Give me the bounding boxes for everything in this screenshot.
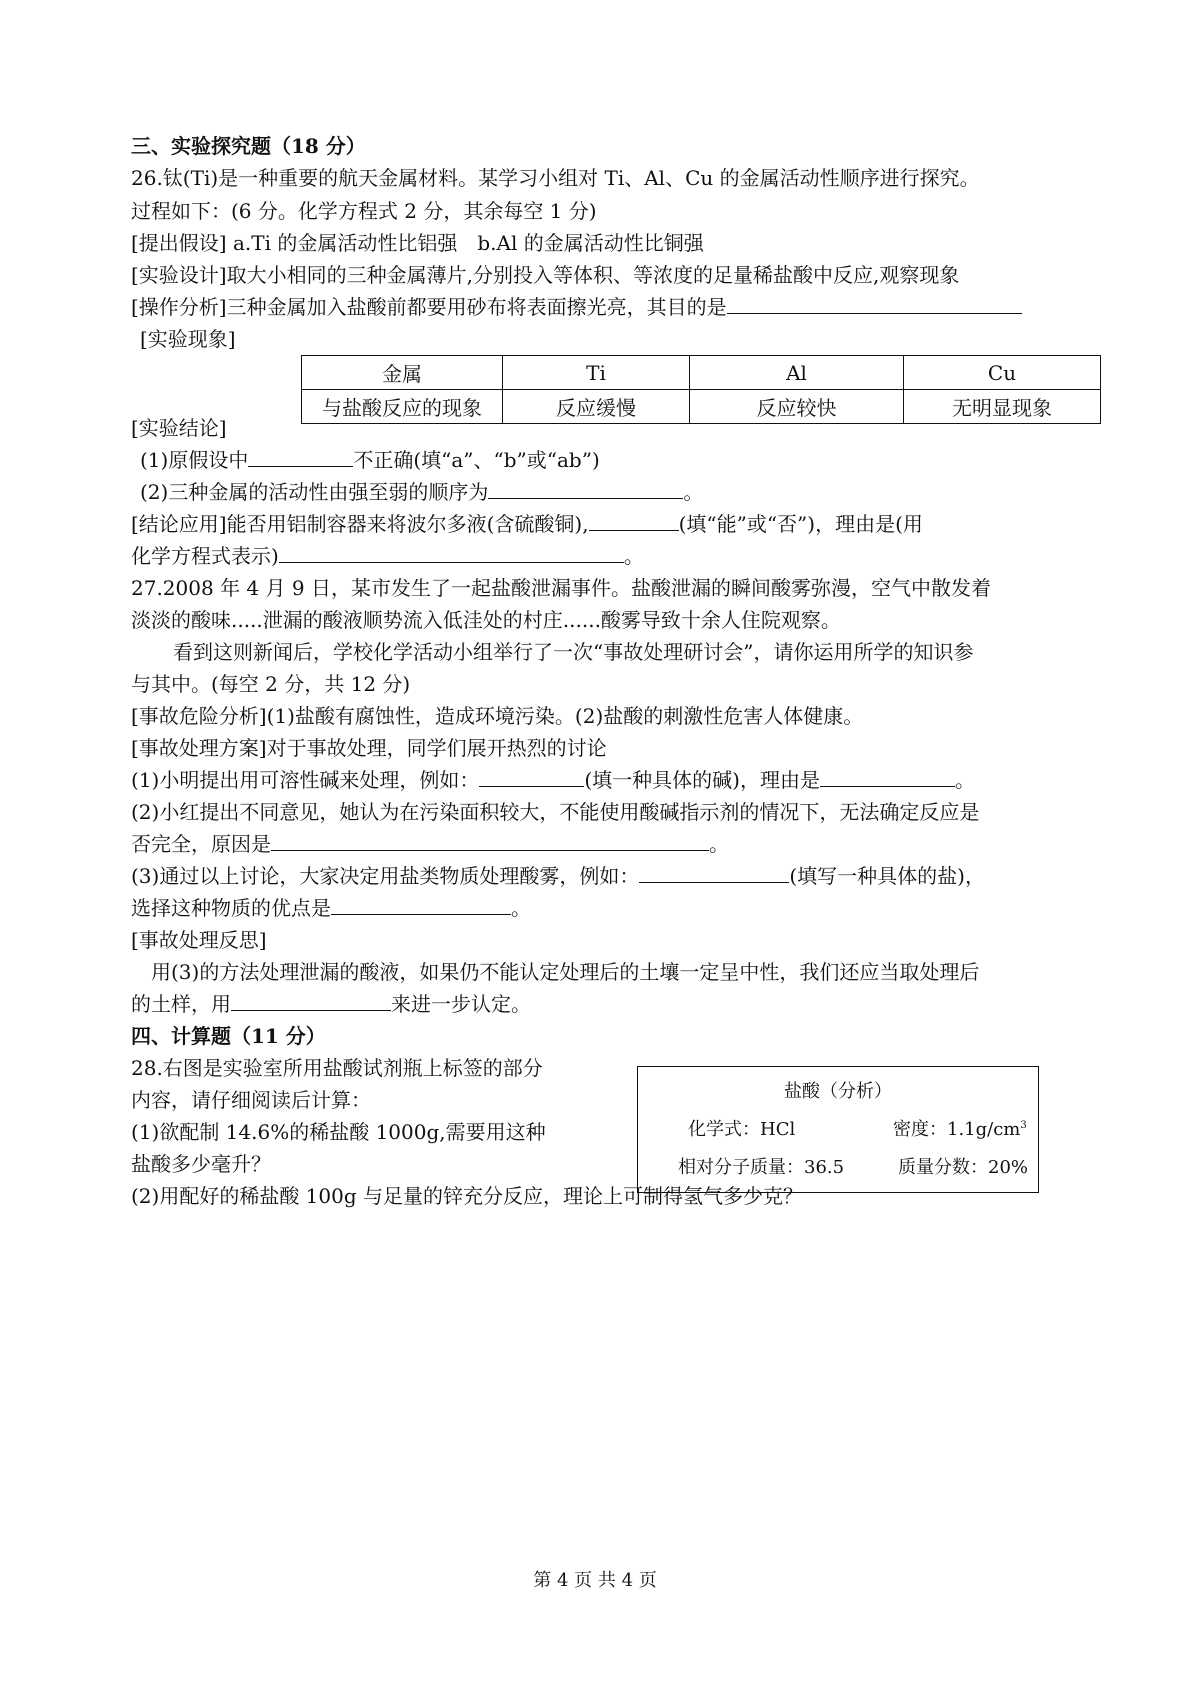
answer-blank[interactable] — [479, 766, 584, 787]
label-formula: 化学式：HCl — [688, 1119, 796, 1140]
q26-analysis — [131, 292, 1022, 322]
c2-text: (2)三种金属的活动性由强至弱的顺序为 — [140, 480, 489, 504]
q28-line5: (2)用配好的稀盐酸 100g 与足量的锌充分反应，理论上可制得氢气多少克？ — [131, 1184, 804, 1208]
section4-title: 四、计算题（11 分） — [131, 1024, 326, 1048]
table-cell: 反应较快 — [690, 390, 904, 424]
q26-line1: 26.钛(Ti)是一种重要的航天金属材料。某学习小组对 Ti、Al、Cu 的金属活动性顺序进行探究。 — [131, 166, 980, 190]
q28-line3: (1)欲配制 14.6%的稀盐酸 1000g,需要用这种 — [131, 1120, 546, 1144]
q26-application — [131, 509, 923, 539]
p2-text-end: 。 — [709, 832, 729, 856]
answer-blank[interactable] — [331, 894, 511, 915]
c1-text: (1)原假设中 — [140, 448, 249, 472]
answer-blank[interactable] — [279, 542, 624, 563]
label-density — [893, 1115, 1027, 1141]
q27-reflect: [事故处理反思] — [131, 928, 267, 952]
p3b-text-end: 。 — [511, 896, 531, 920]
answer-blank[interactable] — [248, 446, 353, 467]
c1-text-end: 不正确(填“a”、“b”或“ab”) — [353, 448, 600, 472]
q28-line1: 28.右图是实验室所用盐酸试剂瓶上标签的部分 — [131, 1056, 543, 1080]
app-text: [结论应用]能否用铝制容器来将波尔多液(含硫酸铜), — [131, 512, 589, 536]
r-text-end: 来进一步认定。 — [391, 992, 531, 1016]
q27-plan: [事故处理方案]对于事故处理，同学们展开热烈的讨论 — [131, 736, 607, 760]
answer-blank[interactable] — [271, 830, 709, 851]
density-sup: 3 — [1020, 1120, 1027, 1131]
table-cell: 金属 — [302, 356, 503, 390]
q26-conclusion-label: [实验结论] — [131, 416, 227, 440]
q27-p1 — [131, 765, 975, 795]
p2-text: 否完全，原因是 — [131, 832, 271, 856]
table-cell: 反应缓慢 — [503, 390, 690, 424]
answer-blank[interactable] — [231, 990, 391, 1011]
answer-blank[interactable] — [589, 510, 679, 531]
table-cell: Al — [690, 356, 904, 390]
q27-p2-line2 — [131, 829, 729, 859]
q27-reflect-line2 — [131, 989, 531, 1019]
label-mw: 相对分子质量：36.5 — [678, 1157, 845, 1178]
app2-text-end: 。 — [623, 544, 644, 568]
q27-p3 — [131, 861, 985, 891]
q27-line3: 看到这则新闻后，学校化学活动小组举行了一次“事故处理研讨会”，请你运用所学的知识参 — [173, 640, 974, 664]
answer-blank[interactable] — [820, 766, 955, 787]
q27-reflect-line1: 用(3)的方法处理泄漏的酸液，如果仍不能认定处理后的土壤一定呈中性，我们还应当取处理后 — [151, 960, 980, 984]
q26-c1 — [140, 445, 600, 475]
observation-table — [301, 355, 1101, 424]
answer-blank[interactable] — [488, 478, 683, 499]
reagent-label — [637, 1066, 1039, 1193]
answer-blank[interactable] — [727, 293, 1022, 314]
table-cell: Cu — [904, 356, 1101, 390]
p1-text: (1)小明提出用可溶性碱来处理，例如： — [131, 768, 480, 792]
q26-phenomenon-label: [实验现象] — [140, 327, 236, 351]
answer-blank[interactable] — [639, 862, 789, 883]
table-row — [302, 356, 1101, 390]
q26-application-2 — [131, 541, 644, 571]
p3-text-end: (填写一种具体的盐)， — [789, 864, 985, 888]
section3-title: 三、实验探究题（18 分） — [131, 134, 366, 158]
c2-text-end: 。 — [683, 480, 704, 504]
app2-text: 化学方程式表示) — [131, 544, 279, 568]
q26-hypothesis: [提出假设] a.Ti 的金属活动性比铝强 b.Al 的金属活动性比铜强 — [131, 231, 704, 255]
table-cell: 与盐酸反应的现象 — [302, 390, 503, 424]
q27-line4: 与其中。(每空 2 分，共 12 分) — [131, 672, 411, 696]
q26-design: [实验设计]取大小相同的三种金属薄片,分别投入等体积、等浓度的足量稀盐酸中反应,观察现象 — [131, 263, 960, 287]
density-text: 密度：1.1g/cm — [893, 1119, 1021, 1140]
q27-line1: 27.2008 年 4 月 9 日，某市发生了一起盐酸泄漏事件。盐酸泄漏的瞬间酸雾弥漫，空气中散发着 — [131, 576, 991, 600]
table-cell: 无明显现象 — [904, 390, 1101, 424]
r-text: 的土样，用 — [131, 992, 231, 1016]
q27-danger: [事故危险分析](1)盐酸有腐蚀性，造成环境污染。(2)盐酸的刺激性危害人体健康。 — [131, 704, 864, 728]
table-cell: Ti — [503, 356, 690, 390]
q27-line2: 淡淡的酸味.....泄漏的酸液顺势流入低洼处的村庄......酸雾导致十余人住院观察。 — [131, 608, 841, 632]
q27-p3-line2 — [131, 893, 531, 923]
p3b-text: 选择这种物质的优点是 — [131, 896, 331, 920]
label-fraction: 质量分数：20% — [898, 1157, 1029, 1178]
q26-line2: 过程如下：(6 分。化学方程式 2 分，其余每空 1 分) — [131, 199, 597, 223]
q28-line4: 盐酸多少毫升？ — [131, 1152, 271, 1176]
table-row — [302, 390, 1101, 424]
page-footer: 第 4 页 共 4 页 — [533, 1570, 657, 1591]
p1-text-end: 。 — [954, 768, 975, 792]
q27-p2-line1: (2)小红提出不同意见，她认为在污染面积较大，不能使用酸碱指示剂的情况下，无法确定反应是 — [131, 800, 980, 824]
p1-text-mid: (填一种具体的碱)，理由是 — [584, 768, 820, 792]
q28-line2: 内容，请仔细阅读后计算： — [131, 1088, 371, 1112]
q26-c2 — [140, 477, 703, 507]
q26-analysis-text: [操作分析]三种金属加入盐酸前都要用砂布将表面擦光亮，其目的是 — [131, 295, 727, 319]
app-text-end: (填“能”或“否”)，理由是(用 — [678, 512, 923, 536]
p3-text: (3)通过以上讨论，大家决定用盐类物质处理酸雾，例如： — [131, 864, 640, 888]
label-title: 盐酸（分析） — [784, 1081, 892, 1102]
